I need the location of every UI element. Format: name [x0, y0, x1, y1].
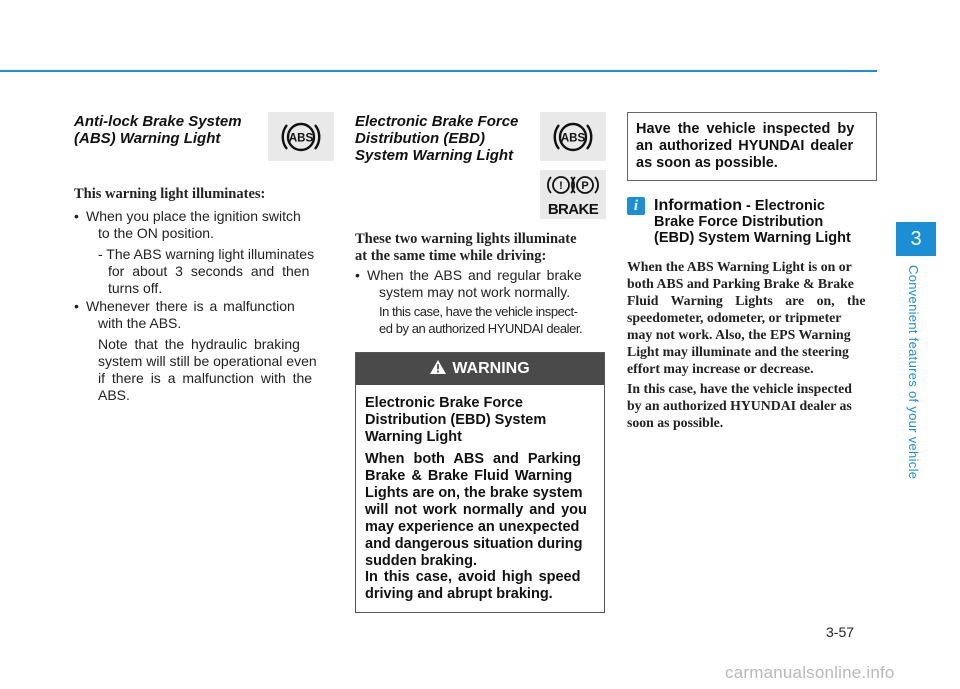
information-label: Information: [654, 197, 742, 214]
abs-title-line: Anti-lock Brake System: [74, 113, 242, 130]
warning-paragraph: [365, 395, 597, 446]
brake-icon-label: BRAKE: [547, 200, 599, 218]
ebd-section-title: [355, 113, 518, 164]
warning-line: When both ABS and Parking: [365, 451, 582, 467]
note-line: ed by an authorized HYUNDAI dealer.: [379, 321, 583, 336]
abs-title-line: (ABS) Warning Light: [74, 130, 221, 147]
abs-sub-item: [98, 246, 336, 297]
warning-line: In this case, avoid high speed: [365, 569, 581, 585]
bullet-line: with the ABS.: [98, 315, 182, 331]
bullet-line: Whenever there is a malfunction: [86, 298, 295, 314]
exclamation-icon: !: [559, 179, 563, 192]
chapter-number-tab: 3: [896, 222, 936, 256]
header-rule: [0, 70, 877, 72]
abs-section-title: [74, 113, 242, 147]
ebd-title-line: Electronic Brake Force: [355, 113, 519, 130]
info-line: both ABS and Parking Brake & Brake: [627, 276, 854, 291]
parking-p-icon: P: [581, 179, 589, 192]
warning-line: Brake & Brake Fluid Warning: [365, 468, 573, 484]
brake-warning-light-icon: [540, 170, 606, 219]
abs-bullet-ignition: • When you place the ignition switch to the ON position.: [74, 208, 336, 242]
warning-line: may experience an unexpected: [365, 519, 580, 535]
information-paragraph: [627, 258, 877, 377]
information-subtitle: Brake Force Distribution: [654, 214, 824, 230]
watermark: carmanualsonline.info: [725, 663, 895, 682]
warning-line: Distribution (EBD) System: [365, 412, 547, 428]
note-line: ABS.: [98, 387, 130, 403]
chapter-title-text: Convenient features of your vehicle: [906, 265, 921, 480]
ebd-lead: [355, 231, 608, 265]
warning-line: Electronic Brake Force: [365, 395, 523, 411]
abs-warning-light-icon: [268, 112, 334, 161]
lead-line: These two warning lights illuminate: [355, 231, 577, 247]
information-paragraph: [627, 380, 877, 431]
info-line: When the ABS Warning Light is on or: [627, 259, 852, 274]
bullet-line: When you place the ignition switch: [86, 208, 301, 224]
info-line: In this case, have the vehicle inspected: [627, 381, 852, 396]
info-line: Fluid Warning Lights are on, the: [627, 293, 866, 308]
bullet-line: system may not work normally.: [379, 284, 571, 300]
abs-icon-label: ABS: [560, 132, 586, 144]
bullet-line: to the ON position.: [98, 225, 214, 241]
info-line: effort may increase or decrease.: [627, 361, 814, 376]
note-line: Have the vehicle inspected by: [636, 121, 855, 137]
information-subtitle: (EBD) System Warning Light: [654, 230, 851, 246]
warning-line: will not work normally and you: [365, 502, 587, 518]
note-line: as soon as possible.: [636, 155, 778, 171]
note-line: system will still be operational even: [98, 353, 317, 369]
note-line: an authorized HYUNDAI dealer: [636, 138, 854, 154]
information-subtitle: - Electronic: [742, 198, 825, 214]
chapter-title-vertical: [897, 265, 921, 495]
note-line: Note that the hydraulic braking: [98, 336, 300, 352]
info-line: soon as possible.: [627, 415, 724, 430]
warning-line: Lights are on, the brake system: [365, 485, 583, 501]
ebd-title-line: System Warning Light: [355, 147, 514, 164]
warning-paragraph: [365, 451, 597, 570]
warning-box: [355, 352, 605, 613]
sub-line: for about 3 seconds and then: [108, 263, 310, 279]
note-line: if there is a malfunction with the: [98, 370, 313, 386]
inspection-note-text: [636, 121, 868, 172]
warning-label: WARNING: [452, 360, 530, 377]
information-title: [654, 198, 874, 246]
bullet-line: When the ABS and regular brake: [367, 267, 582, 283]
info-line: by an authorized HYUNDAI dealer as: [627, 398, 852, 413]
abs-lead: This warning light illuminates:: [74, 186, 266, 202]
abs-warning-light-icon: [540, 112, 606, 161]
warning-paragraph: [365, 569, 597, 603]
lead-line: at the same time while driving:: [355, 248, 547, 264]
warning-line: and dangerous situation during: [365, 536, 583, 552]
info-line: speedometer, odometer, or tripmeter: [627, 310, 842, 325]
abs-icon-label: ABS: [288, 132, 314, 144]
page-number: 3-57: [826, 624, 855, 640]
info-line: Light may illuminate and the steering: [627, 344, 849, 359]
warning-line: sudden braking.: [365, 553, 477, 569]
warning-header: [356, 353, 604, 385]
sub-line: turns off.: [108, 280, 163, 296]
abs-note: [98, 336, 336, 404]
abs-bullet-malfunction: • Whenever there is a malfunction with the ABS.: [74, 298, 336, 332]
ebd-title-line: Distribution (EBD): [355, 130, 485, 147]
warning-line: driving and abrupt braking.: [365, 586, 553, 602]
note-line: In this case, have the vehicle inspect-: [379, 304, 578, 319]
info-line: may not work. Also, the EPS Warning: [627, 327, 851, 342]
warning-triangle-icon: [430, 360, 446, 379]
ebd-note: [379, 303, 611, 337]
inspection-note-box: [627, 112, 877, 181]
warning-line: Warning Light: [365, 429, 462, 445]
information-icon: i: [627, 197, 645, 215]
sub-line: - The ABS warning light illuminates: [98, 246, 315, 262]
ebd-bullet: • When the ABS and regular brake system may not work normally.: [355, 267, 608, 301]
